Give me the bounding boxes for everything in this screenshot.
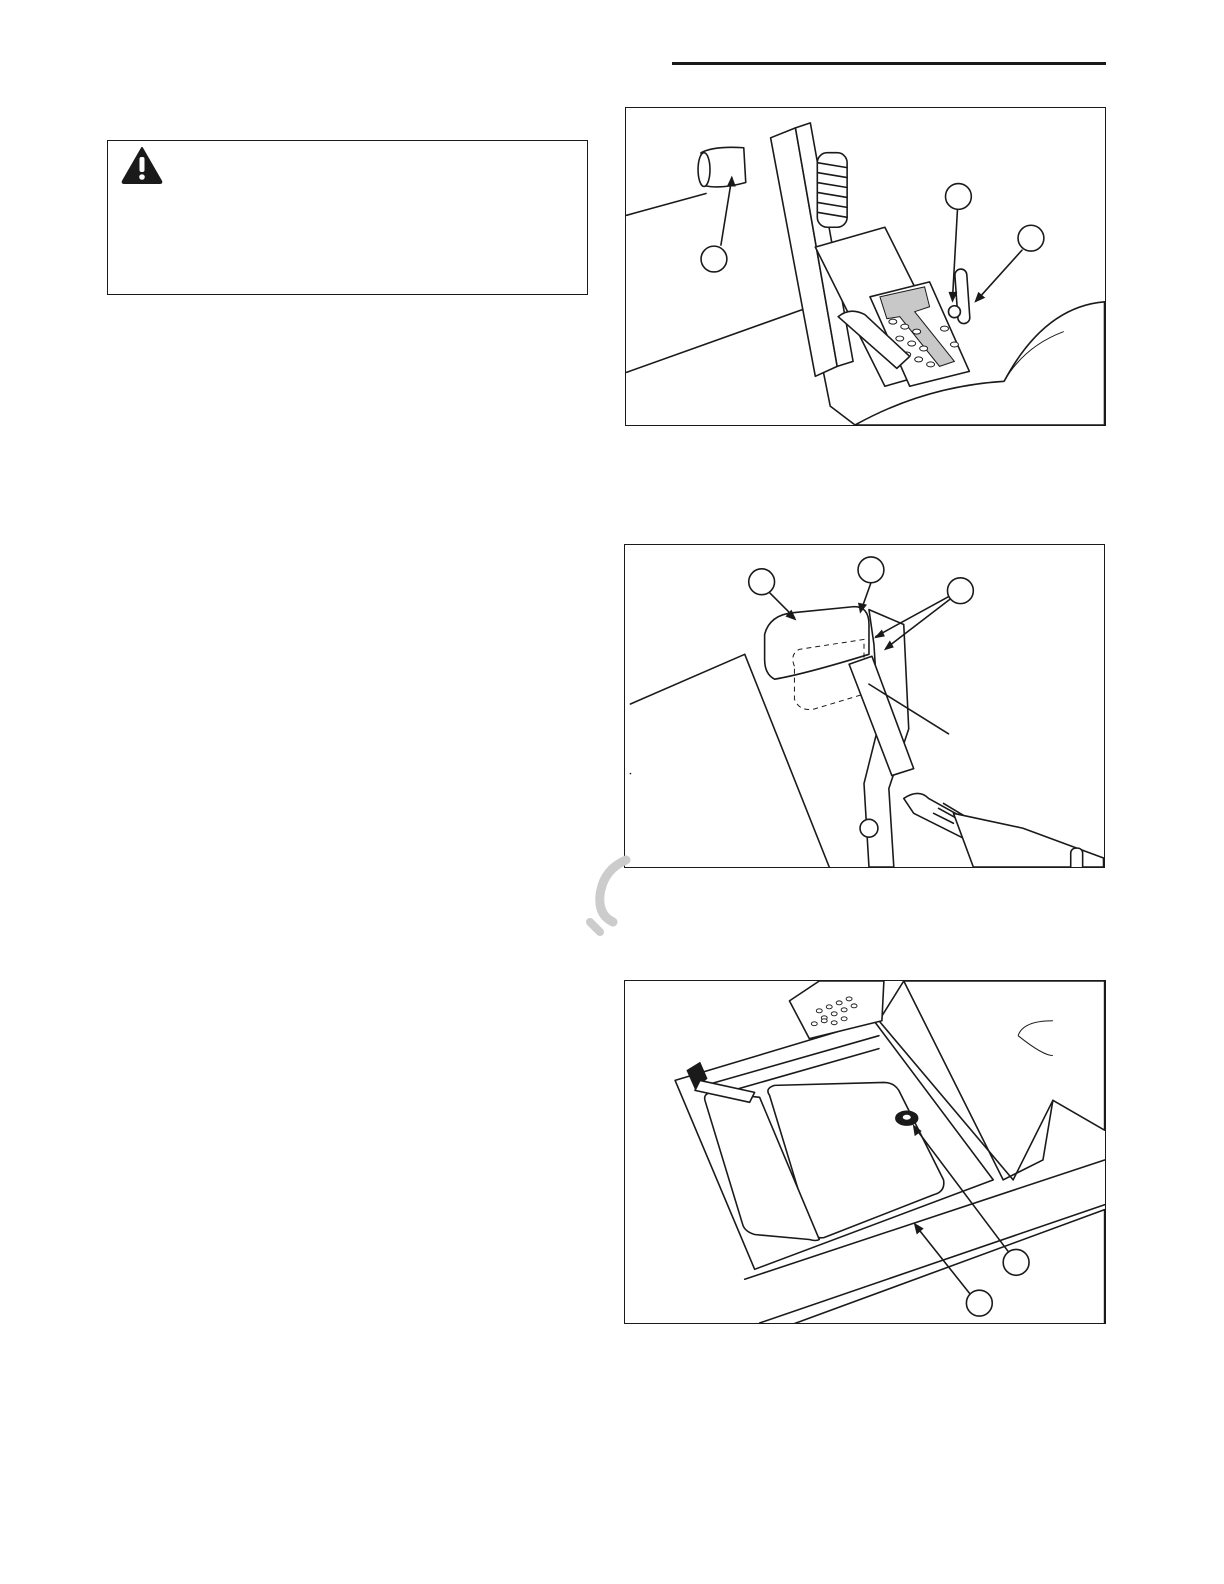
callout-circle	[701, 246, 727, 272]
callout-circle	[858, 557, 884, 583]
callout-circle	[749, 569, 775, 595]
figure-floor-pan	[624, 980, 1106, 1324]
brake-controls-illustration	[626, 108, 1105, 425]
warning-triangle-icon	[120, 145, 164, 185]
figure-brake-controls	[625, 107, 1106, 426]
callout-circle	[966, 1290, 992, 1316]
figure-brake-pedal-pad	[624, 544, 1105, 868]
callout-circle	[945, 184, 971, 210]
floor-pan-illustration	[625, 981, 1105, 1323]
brake-pedal-pad-illustration	[625, 545, 1104, 867]
watermark-fragment	[578, 850, 648, 940]
brake-spring	[817, 153, 847, 228]
callout-circle	[1003, 1249, 1029, 1275]
callout-circle	[1018, 225, 1044, 251]
warning-box	[107, 140, 588, 295]
callout-circle	[947, 578, 973, 604]
header-rule	[672, 62, 1106, 65]
